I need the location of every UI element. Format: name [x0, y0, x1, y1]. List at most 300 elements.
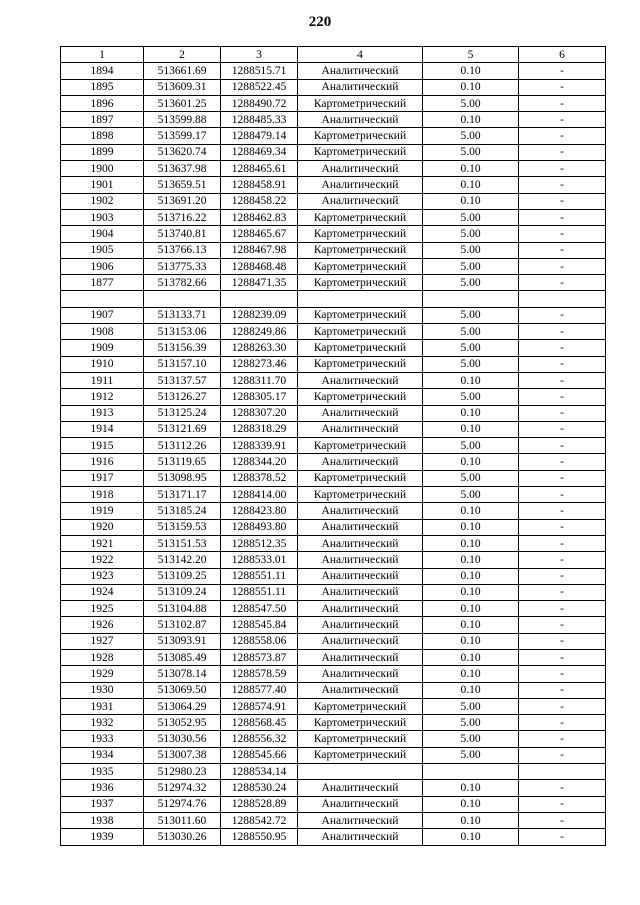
x-coordinate-cell: 513126.27 — [144, 389, 221, 405]
table-row — [61, 747, 606, 763]
x-coordinate-cell: 513171.17 — [144, 487, 221, 503]
method-cell: Картометрический — [298, 226, 423, 242]
table-row — [61, 291, 606, 307]
y-coordinate-cell: 1288467.98 — [221, 242, 298, 258]
y-coordinate-cell: 1288530.24 — [221, 780, 298, 796]
table-row — [61, 633, 606, 649]
x-coordinate-cell: 513185.24 — [144, 503, 221, 519]
point-number-cell: 1930 — [61, 682, 144, 698]
point-number-cell: 1905 — [61, 242, 144, 258]
point-number-cell: 1894 — [61, 63, 144, 79]
method-cell: Картометрический — [298, 95, 423, 111]
table-row — [61, 128, 606, 144]
x-coordinate-cell: 513125.24 — [144, 405, 221, 421]
point-number-cell: 1926 — [61, 617, 144, 633]
note-cell: - — [519, 177, 606, 193]
y-coordinate-cell: 1288577.40 — [221, 682, 298, 698]
point-number-cell: 1916 — [61, 454, 144, 470]
accuracy-cell: 5.00 — [423, 226, 519, 242]
point-number-cell: 1909 — [61, 340, 144, 356]
method-cell: Аналитический — [298, 829, 423, 845]
table-row — [61, 95, 606, 111]
y-coordinate-cell: 1288239.09 — [221, 307, 298, 323]
point-number-cell: 1904 — [61, 226, 144, 242]
y-coordinate-cell: 1288263.30 — [221, 340, 298, 356]
y-coordinate-cell: 1288471.35 — [221, 275, 298, 291]
accuracy-cell: 5.00 — [423, 487, 519, 503]
y-coordinate-cell: 1288490.72 — [221, 95, 298, 111]
method-cell: Аналитический — [298, 405, 423, 421]
accuracy-cell: 5.00 — [423, 698, 519, 714]
point-number-cell: 1895 — [61, 79, 144, 95]
x-coordinate-cell: 513064.29 — [144, 698, 221, 714]
table-row — [61, 340, 606, 356]
note-cell: - — [519, 666, 606, 682]
method-cell — [298, 764, 423, 780]
y-coordinate-cell: 1288493.80 — [221, 519, 298, 535]
method-cell: Аналитический — [298, 112, 423, 128]
accuracy-cell: 0.10 — [423, 584, 519, 600]
x-coordinate-cell: 513112.26 — [144, 438, 221, 454]
accuracy-cell: 5.00 — [423, 715, 519, 731]
point-number-cell: 1931 — [61, 698, 144, 714]
method-cell: Аналитический — [298, 666, 423, 682]
table-row — [61, 161, 606, 177]
point-number-cell: 1913 — [61, 405, 144, 421]
accuracy-cell: 5.00 — [423, 307, 519, 323]
method-cell: Аналитический — [298, 519, 423, 535]
note-cell: - — [519, 503, 606, 519]
note-cell: - — [519, 438, 606, 454]
x-coordinate-cell: 512980.23 — [144, 764, 221, 780]
method-cell: Картометрический — [298, 144, 423, 160]
note-cell: - — [519, 226, 606, 242]
point-number-cell: 1899 — [61, 144, 144, 160]
accuracy-cell: 0.10 — [423, 649, 519, 665]
point-number-cell: 1908 — [61, 324, 144, 340]
table-row — [61, 584, 606, 600]
method-cell: Аналитический — [298, 568, 423, 584]
table-row — [61, 63, 606, 79]
table-row — [61, 487, 606, 503]
x-coordinate-cell: 513159.53 — [144, 519, 221, 535]
table-row — [61, 829, 606, 845]
method-cell: Аналитический — [298, 421, 423, 437]
note-cell: - — [519, 747, 606, 763]
method-cell: Аналитический — [298, 177, 423, 193]
table-row — [61, 79, 606, 95]
x-coordinate-cell: 513659.51 — [144, 177, 221, 193]
point-number-cell: 1920 — [61, 519, 144, 535]
x-coordinate-cell: 513137.57 — [144, 372, 221, 388]
accuracy-cell: 5.00 — [423, 144, 519, 160]
method-cell: Картометрический — [298, 731, 423, 747]
y-coordinate-cell: 1288458.22 — [221, 193, 298, 209]
method-cell: Картометрический — [298, 747, 423, 763]
table-row — [61, 682, 606, 698]
x-coordinate-cell: 513011.60 — [144, 812, 221, 828]
y-coordinate-cell: 1288568.45 — [221, 715, 298, 731]
table-row — [61, 389, 606, 405]
note-cell: - — [519, 95, 606, 111]
point-number-cell: 1906 — [61, 258, 144, 274]
point-number-cell: 1927 — [61, 633, 144, 649]
method-cell: Картометрический — [298, 209, 423, 225]
point-number-cell: 1925 — [61, 601, 144, 617]
table-row — [61, 780, 606, 796]
note-cell: - — [519, 715, 606, 731]
accuracy-cell: 5.00 — [423, 731, 519, 747]
method-cell: Картометрический — [298, 128, 423, 144]
accuracy-cell: 0.10 — [423, 829, 519, 845]
table-row — [61, 421, 606, 437]
x-coordinate-cell: 513133.71 — [144, 307, 221, 323]
y-coordinate-cell: 1288551.11 — [221, 584, 298, 600]
accuracy-cell: 5.00 — [423, 438, 519, 454]
note-cell: - — [519, 372, 606, 388]
y-coordinate-cell: 1288545.84 — [221, 617, 298, 633]
x-coordinate-cell: 513153.06 — [144, 324, 221, 340]
note-cell: - — [519, 584, 606, 600]
table-row — [61, 177, 606, 193]
accuracy-cell: 0.10 — [423, 666, 519, 682]
point-number-cell: 1911 — [61, 372, 144, 388]
column-header-2: 2 — [144, 47, 221, 63]
note-cell: - — [519, 519, 606, 535]
note-cell: - — [519, 552, 606, 568]
table-row — [61, 438, 606, 454]
accuracy-cell: 0.10 — [423, 112, 519, 128]
note-cell: - — [519, 649, 606, 665]
x-coordinate-cell: 512974.76 — [144, 796, 221, 812]
accuracy-cell: 0.10 — [423, 454, 519, 470]
note-cell: - — [519, 161, 606, 177]
y-coordinate-cell: 1288534.14 — [221, 764, 298, 780]
accuracy-cell: 5.00 — [423, 275, 519, 291]
table-row — [61, 698, 606, 714]
point-number-cell: 1901 — [61, 177, 144, 193]
note-cell: - — [519, 731, 606, 747]
x-coordinate-cell: 513637.98 — [144, 161, 221, 177]
point-number-cell: 1923 — [61, 568, 144, 584]
point-number-cell: 1921 — [61, 535, 144, 551]
table-row — [61, 454, 606, 470]
note-cell: - — [519, 682, 606, 698]
x-coordinate-cell: 512974.32 — [144, 780, 221, 796]
note-cell: - — [519, 79, 606, 95]
accuracy-cell: 5.00 — [423, 470, 519, 486]
method-cell: Аналитический — [298, 161, 423, 177]
x-coordinate-cell: 513661.69 — [144, 63, 221, 79]
x-coordinate-cell: 513601.25 — [144, 95, 221, 111]
x-coordinate-cell: 513069.50 — [144, 682, 221, 698]
x-coordinate-cell: 513098.95 — [144, 470, 221, 486]
method-cell: Аналитический — [298, 601, 423, 617]
method-cell: Аналитический — [298, 649, 423, 665]
point-number-cell: 1917 — [61, 470, 144, 486]
column-header-4: 4 — [298, 47, 423, 63]
method-cell: Картометрический — [298, 324, 423, 340]
accuracy-cell: 0.10 — [423, 601, 519, 617]
note-cell: - — [519, 258, 606, 274]
accuracy-cell: 0.10 — [423, 617, 519, 633]
x-coordinate-cell: 513620.74 — [144, 144, 221, 160]
accuracy-cell: 5.00 — [423, 747, 519, 763]
table-row — [61, 258, 606, 274]
point-number-cell: 1912 — [61, 389, 144, 405]
y-coordinate-cell: 1288318.29 — [221, 421, 298, 437]
x-coordinate-cell: 513030.26 — [144, 829, 221, 845]
accuracy-cell: 0.10 — [423, 535, 519, 551]
y-coordinate-cell: 1288378.52 — [221, 470, 298, 486]
x-coordinate-cell: 513599.88 — [144, 112, 221, 128]
method-cell: Аналитический — [298, 780, 423, 796]
x-coordinate-cell: 513740.81 — [144, 226, 221, 242]
accuracy-cell: 5.00 — [423, 356, 519, 372]
accuracy-cell: 0.10 — [423, 780, 519, 796]
method-cell: Аналитический — [298, 535, 423, 551]
point-number-cell: 1907 — [61, 307, 144, 323]
method-cell: Картометрический — [298, 258, 423, 274]
y-coordinate-cell: 1288528.89 — [221, 796, 298, 812]
point-number-cell: 1900 — [61, 161, 144, 177]
point-number-cell: 1914 — [61, 421, 144, 437]
point-number-cell: 1918 — [61, 487, 144, 503]
accuracy-cell: 5.00 — [423, 340, 519, 356]
y-coordinate-cell: 1288578.59 — [221, 666, 298, 682]
method-cell: Картометрический — [298, 698, 423, 714]
x-coordinate-cell: 513030.56 — [144, 731, 221, 747]
note-cell: - — [519, 307, 606, 323]
table-row — [61, 112, 606, 128]
accuracy-cell: 0.10 — [423, 519, 519, 535]
x-coordinate-cell: 513109.24 — [144, 584, 221, 600]
table-row — [61, 649, 606, 665]
point-number-cell: 1937 — [61, 796, 144, 812]
x-coordinate-cell: 513078.14 — [144, 666, 221, 682]
x-coordinate-cell: 513151.53 — [144, 535, 221, 551]
note-cell: - — [519, 796, 606, 812]
y-coordinate-cell: 1288465.61 — [221, 161, 298, 177]
method-cell: Картометрический — [298, 487, 423, 503]
x-coordinate-cell: 513109.25 — [144, 568, 221, 584]
point-number-cell: 1934 — [61, 747, 144, 763]
y-coordinate-cell: 1288462.83 — [221, 209, 298, 225]
method-cell: Картометрический — [298, 307, 423, 323]
y-coordinate-cell: 1288468.48 — [221, 258, 298, 274]
y-coordinate-cell: 1288545.66 — [221, 747, 298, 763]
method-cell: Аналитический — [298, 552, 423, 568]
table-row — [61, 601, 606, 617]
note-cell: - — [519, 780, 606, 796]
x-coordinate-cell: 513691.20 — [144, 193, 221, 209]
page-number: 220 — [308, 14, 332, 30]
accuracy-cell: 5.00 — [423, 209, 519, 225]
accuracy-cell: 0.10 — [423, 552, 519, 568]
table-row — [61, 226, 606, 242]
point-number-cell: 1896 — [61, 95, 144, 111]
table-row — [61, 503, 606, 519]
point-number-cell: 1929 — [61, 666, 144, 682]
column-header-3: 3 — [221, 47, 298, 63]
method-cell — [298, 291, 423, 307]
table-row — [61, 372, 606, 388]
y-coordinate-cell: 1288574.91 — [221, 698, 298, 714]
accuracy-cell: 5.00 — [423, 242, 519, 258]
x-coordinate-cell: 513102.87 — [144, 617, 221, 633]
y-coordinate-cell: 1288512.35 — [221, 535, 298, 551]
accuracy-cell: 5.00 — [423, 258, 519, 274]
accuracy-cell: 0.10 — [423, 372, 519, 388]
x-coordinate-cell: 513775.33 — [144, 258, 221, 274]
accuracy-cell: 0.10 — [423, 63, 519, 79]
accuracy-cell — [423, 291, 519, 307]
accuracy-cell: 0.10 — [423, 177, 519, 193]
method-cell: Аналитический — [298, 682, 423, 698]
x-coordinate-cell: 513157.10 — [144, 356, 221, 372]
method-cell: Аналитический — [298, 63, 423, 79]
note-cell: - — [519, 209, 606, 225]
y-coordinate-cell: 1288339.91 — [221, 438, 298, 454]
table-row — [61, 552, 606, 568]
point-number-cell: 1924 — [61, 584, 144, 600]
method-cell: Аналитический — [298, 617, 423, 633]
accuracy-cell: 0.10 — [423, 503, 519, 519]
method-cell: Аналитический — [298, 796, 423, 812]
y-coordinate-cell: 1288249.86 — [221, 324, 298, 340]
y-coordinate-cell: 1288550.95 — [221, 829, 298, 845]
y-coordinate-cell: 1288458.91 — [221, 177, 298, 193]
y-coordinate-cell: 1288542.72 — [221, 812, 298, 828]
y-coordinate-cell: 1288307.20 — [221, 405, 298, 421]
point-number-cell: 1915 — [61, 438, 144, 454]
y-coordinate-cell: 1288465.67 — [221, 226, 298, 242]
y-coordinate-cell: 1288305.17 — [221, 389, 298, 405]
table-row — [61, 209, 606, 225]
note-cell: - — [519, 454, 606, 470]
accuracy-cell: 0.10 — [423, 568, 519, 584]
table-header-row — [61, 47, 606, 63]
table-row — [61, 666, 606, 682]
table-row — [61, 307, 606, 323]
table-body — [61, 63, 606, 845]
x-coordinate-cell — [144, 291, 221, 307]
table-row — [61, 812, 606, 828]
method-cell: Картометрический — [298, 389, 423, 405]
note-cell: - — [519, 63, 606, 79]
method-cell: Аналитический — [298, 584, 423, 600]
note-cell: - — [519, 633, 606, 649]
x-coordinate-cell: 513093.91 — [144, 633, 221, 649]
x-coordinate-cell: 513007.38 — [144, 747, 221, 763]
accuracy-cell: 0.10 — [423, 193, 519, 209]
column-header-1: 1 — [61, 47, 144, 63]
y-coordinate-cell: 1288515.71 — [221, 63, 298, 79]
accuracy-cell: 5.00 — [423, 128, 519, 144]
x-coordinate-cell: 513052.95 — [144, 715, 221, 731]
y-coordinate-cell: 1288522.45 — [221, 79, 298, 95]
note-cell: - — [519, 112, 606, 128]
table-row — [61, 356, 606, 372]
note-cell: - — [519, 405, 606, 421]
column-header-5: 5 — [423, 47, 519, 63]
table-row — [61, 324, 606, 340]
table-row — [61, 519, 606, 535]
table-row — [61, 193, 606, 209]
table-row — [61, 764, 606, 780]
note-cell: - — [519, 275, 606, 291]
note-cell: - — [519, 535, 606, 551]
table-row — [61, 796, 606, 812]
accuracy-cell: 0.10 — [423, 79, 519, 95]
table-row — [61, 144, 606, 160]
point-number-cell: 1898 — [61, 128, 144, 144]
y-coordinate-cell: 1288423.80 — [221, 503, 298, 519]
table-row — [61, 470, 606, 486]
note-cell — [519, 291, 606, 307]
x-coordinate-cell: 513121.69 — [144, 421, 221, 437]
accuracy-cell — [423, 764, 519, 780]
point-number-cell: 1903 — [61, 209, 144, 225]
table-row — [61, 242, 606, 258]
note-cell: - — [519, 568, 606, 584]
point-number-cell: 1939 — [61, 829, 144, 845]
note-cell: - — [519, 324, 606, 340]
note-cell: - — [519, 356, 606, 372]
table-row — [61, 568, 606, 584]
method-cell: Картометрический — [298, 242, 423, 258]
y-coordinate-cell: 1288414.00 — [221, 487, 298, 503]
point-number-cell: 1932 — [61, 715, 144, 731]
x-coordinate-cell: 513156.39 — [144, 340, 221, 356]
y-coordinate-cell: 1288558.06 — [221, 633, 298, 649]
note-cell: - — [519, 242, 606, 258]
point-number-cell: 1902 — [61, 193, 144, 209]
method-cell: Аналитический — [298, 503, 423, 519]
y-coordinate-cell: 1288485.33 — [221, 112, 298, 128]
accuracy-cell: 5.00 — [423, 95, 519, 111]
accuracy-cell: 0.10 — [423, 682, 519, 698]
accuracy-cell: 0.10 — [423, 405, 519, 421]
y-coordinate-cell: 1288533.01 — [221, 552, 298, 568]
note-cell — [519, 764, 606, 780]
note-cell: - — [519, 617, 606, 633]
y-coordinate-cell: 1288547.50 — [221, 601, 298, 617]
accuracy-cell: 0.10 — [423, 796, 519, 812]
accuracy-cell: 0.10 — [423, 812, 519, 828]
method-cell: Картометрический — [298, 340, 423, 356]
table-row — [61, 535, 606, 551]
method-cell: Картометрический — [298, 275, 423, 291]
method-cell: Аналитический — [298, 372, 423, 388]
point-number-cell: 1933 — [61, 731, 144, 747]
x-coordinate-cell: 513119.65 — [144, 454, 221, 470]
accuracy-cell: 0.10 — [423, 421, 519, 437]
y-coordinate-cell: 1288479.14 — [221, 128, 298, 144]
point-number-cell: 1928 — [61, 649, 144, 665]
method-cell: Аналитический — [298, 79, 423, 95]
point-number-cell: 1922 — [61, 552, 144, 568]
y-coordinate-cell: 1288344.20 — [221, 454, 298, 470]
x-coordinate-cell: 513766.13 — [144, 242, 221, 258]
point-number-cell: 1935 — [61, 764, 144, 780]
note-cell: - — [519, 421, 606, 437]
coordinates-table — [60, 46, 606, 846]
table-row — [61, 617, 606, 633]
note-cell: - — [519, 193, 606, 209]
table-row — [61, 715, 606, 731]
y-coordinate-cell — [221, 291, 298, 307]
